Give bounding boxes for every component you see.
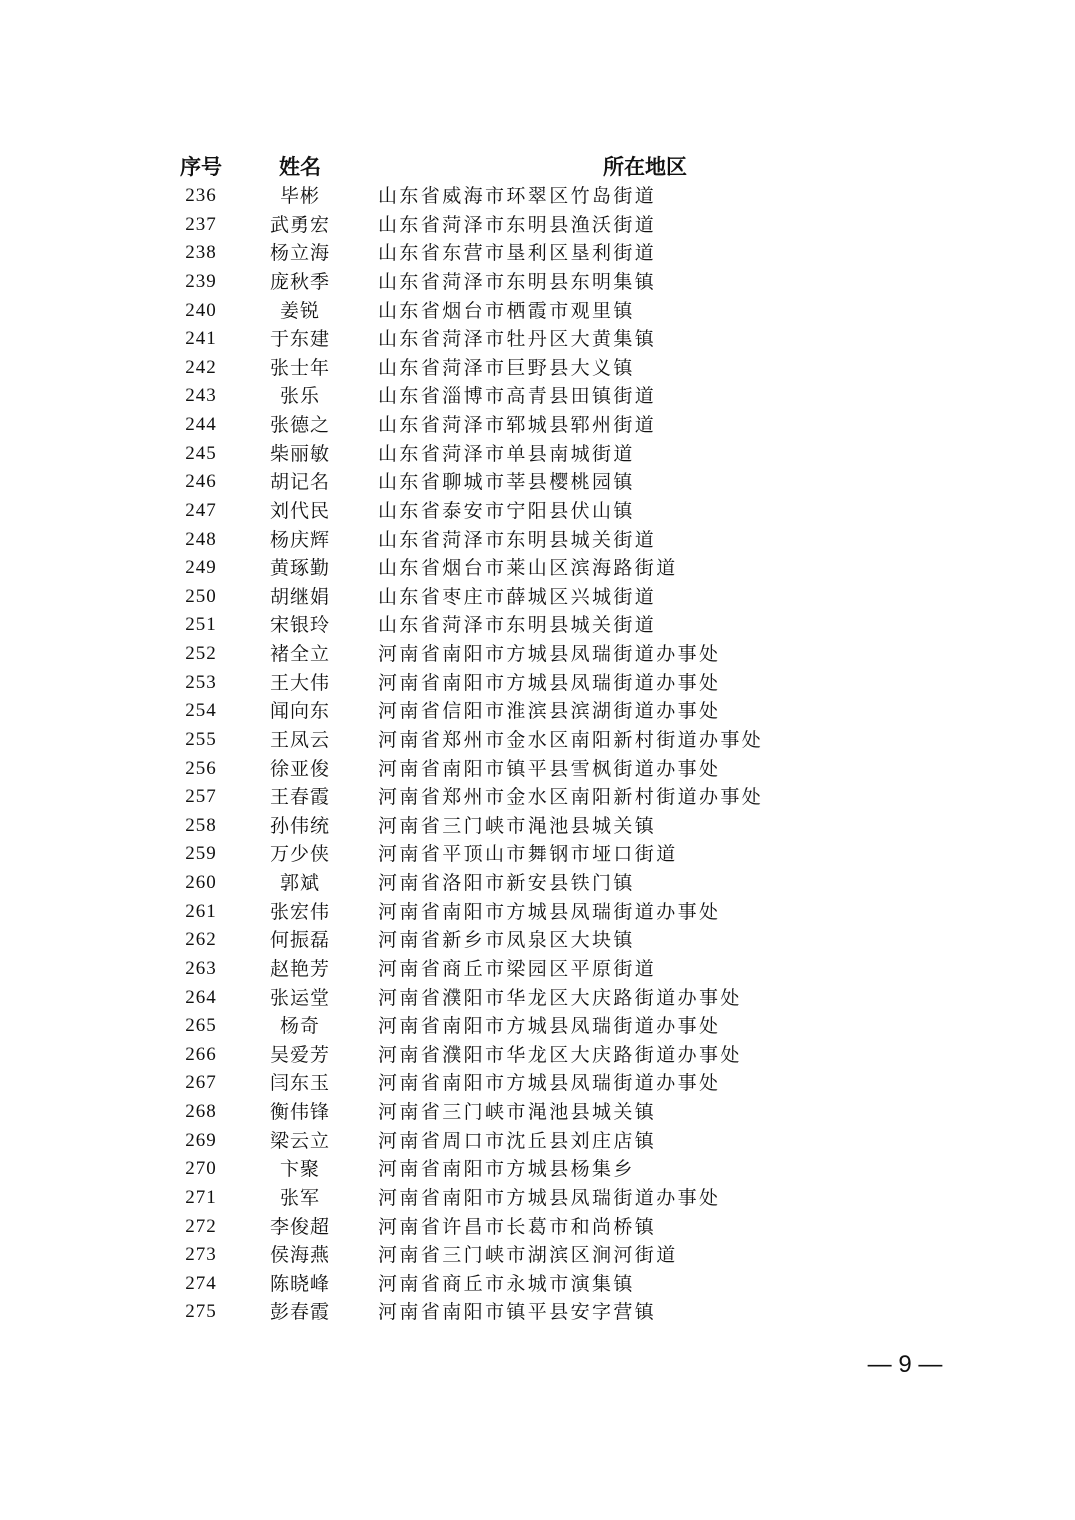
- row-serial-number: 244: [185, 414, 217, 435]
- row-name: 张士年: [269, 356, 330, 379]
- table-row: [0, 354, 1075, 383]
- row-region: 河南省南阳市方城县凤瑞街道办事处: [378, 643, 721, 665]
- row-region: 山东省菏泽市东明县城关街道: [378, 614, 657, 637]
- table-row: [0, 984, 1075, 1013]
- table-row: [0, 382, 1075, 411]
- row-name: 武勇宏: [269, 213, 330, 236]
- row-region: 河南省洛阳市新安县铁门镇: [378, 872, 635, 894]
- row-serial-number: 238: [185, 242, 217, 264]
- row-serial-number: 273: [185, 1244, 217, 1266]
- page-number: — 9 —: [867, 1351, 943, 1378]
- row-serial-number: 237: [185, 213, 217, 235]
- row-name: 胡记名: [269, 471, 330, 494]
- row-name: 孙伟统: [269, 814, 330, 837]
- table-row: [0, 726, 1075, 755]
- row-region: 山东省菏泽市牡丹区大黄集镇: [378, 328, 657, 351]
- row-region: 河南省三门峡市渑池县城关镇: [378, 814, 657, 837]
- table-row: [0, 268, 1075, 297]
- row-region: 河南省郑州市金水区南阳新村街道办事处: [378, 728, 764, 751]
- table-row: [0, 1069, 1075, 1098]
- row-name: 黄琢勤: [269, 557, 330, 580]
- row-name: 杨庆辉: [269, 528, 330, 551]
- row-serial-number: 242: [185, 356, 217, 378]
- row-serial-number: 236: [185, 185, 217, 206]
- row-region: 山东省威海市环翠区竹岛街道: [378, 185, 657, 207]
- row-serial-number: 241: [185, 328, 217, 350]
- row-name: 陈晓峰: [269, 1272, 330, 1295]
- row-region: 河南省南阳市方城县凤瑞街道办事处: [378, 1186, 721, 1209]
- row-name: 闫东玉: [269, 1072, 330, 1095]
- row-serial-number: 271: [185, 1186, 217, 1208]
- row-serial-number: 275: [185, 1301, 217, 1323]
- table-row: [0, 411, 1075, 440]
- table-body: [0, 182, 1075, 1327]
- row-name: 张运堂: [269, 986, 330, 1009]
- table-row: [0, 611, 1075, 640]
- table-row: [0, 1127, 1075, 1156]
- row-region: 山东省泰安市宁阳县伏山镇: [378, 499, 635, 522]
- table-row: [0, 526, 1075, 555]
- row-serial-number: 262: [185, 929, 217, 951]
- row-region: 河南省南阳市方城县凤瑞街道办事处: [378, 900, 721, 923]
- row-name: 衡伟锋: [269, 1101, 330, 1123]
- row-serial-number: 260: [185, 872, 217, 893]
- row-region: 山东省枣庄市薛城区兴城街道: [378, 585, 657, 608]
- row-region: 山东省菏泽市郓城县郓州街道: [378, 414, 657, 436]
- table-row: [0, 955, 1075, 984]
- row-name: 李俊超: [269, 1215, 330, 1238]
- row-region: 河南省许昌市长葛市和尚桥镇: [378, 1215, 657, 1238]
- row-region: 山东省烟台市栖霞市观里镇: [378, 299, 635, 322]
- row-region: 河南省商丘市永城市演集镇: [378, 1272, 635, 1295]
- row-region: 山东省菏泽市单县南城街道: [378, 442, 635, 465]
- row-serial-number: 266: [185, 1043, 217, 1065]
- header-serial-number: 序号: [180, 154, 222, 179]
- row-name: 柴丽敏: [269, 442, 330, 465]
- row-name: 杨立海: [269, 242, 330, 265]
- table-row: [0, 869, 1075, 898]
- header-region: 所在地区: [603, 154, 687, 179]
- table-row: [0, 554, 1075, 583]
- row-serial-number: 246: [185, 471, 217, 493]
- header-name: 姓名: [279, 154, 321, 179]
- row-name: 张德之: [269, 414, 330, 436]
- row-name: 闻向东: [269, 700, 330, 723]
- row-serial-number: 249: [185, 557, 217, 579]
- table-row: [0, 783, 1075, 812]
- row-serial-number: 256: [185, 757, 217, 779]
- row-region: 山东省菏泽市东明县渔沃街道: [378, 213, 657, 236]
- row-region: 河南省周口市沈丘县刘庄店镇: [378, 1129, 657, 1152]
- table-row: [0, 325, 1075, 354]
- row-region: 河南省濮阳市华龙区大庆路街道办事处: [378, 1043, 742, 1066]
- row-region: 山东省菏泽市东明县城关街道: [378, 528, 657, 551]
- row-region: 山东省聊城市莘县樱桃园镇: [378, 471, 635, 494]
- table-row: [0, 239, 1075, 268]
- row-serial-number: 247: [185, 499, 217, 521]
- table-row: [0, 640, 1075, 669]
- row-name: 郭斌: [279, 872, 320, 894]
- row-serial-number: 268: [185, 1101, 217, 1122]
- row-region: 河南省南阳市方城县凤瑞街道办事处: [378, 1072, 721, 1095]
- table-row: [0, 1298, 1075, 1327]
- row-name: 张宏伟: [269, 900, 330, 923]
- table-row: [0, 497, 1075, 526]
- row-region: 河南省信阳市淮滨县滨湖街道办事处: [378, 700, 721, 723]
- row-region: 河南省濮阳市华龙区大庆路街道办事处: [378, 986, 742, 1009]
- table-row: [0, 468, 1075, 497]
- table-row: [0, 812, 1075, 841]
- table-row: [0, 755, 1075, 784]
- row-region: 山东省淄博市高青县田镇街道: [378, 385, 657, 408]
- row-name: 彭春霞: [269, 1301, 330, 1324]
- row-name: 于东建: [269, 328, 330, 351]
- row-name: 姜锐: [279, 299, 320, 322]
- row-region: 河南省南阳市方城县凤瑞街道办事处: [378, 1015, 721, 1038]
- row-serial-number: 265: [185, 1015, 217, 1037]
- row-name: 万少侠: [269, 843, 330, 866]
- table-row: [0, 583, 1075, 612]
- table-row: [0, 840, 1075, 869]
- row-name: 徐亚俊: [269, 757, 330, 780]
- table-row: [0, 1213, 1075, 1242]
- table-row: [0, 697, 1075, 726]
- row-serial-number: 254: [185, 700, 217, 722]
- row-region: 河南省郑州市金水区南阳新村街道办事处: [378, 786, 764, 809]
- row-region: 河南省三门峡市湖滨区涧河街道: [378, 1244, 678, 1267]
- table-row: [0, 898, 1075, 927]
- table-header: [0, 152, 1075, 182]
- table-row: [0, 1184, 1075, 1213]
- table-row: [0, 1098, 1075, 1127]
- row-serial-number: 269: [185, 1129, 217, 1151]
- row-serial-number: 245: [185, 442, 217, 464]
- row-name: 杨奇: [279, 1015, 320, 1038]
- row-serial-number: 259: [185, 843, 217, 865]
- row-serial-number: 250: [185, 585, 217, 607]
- row-name: 褚全立: [269, 643, 330, 665]
- row-region: 河南省三门峡市渑池县城关镇: [378, 1101, 657, 1123]
- row-serial-number: 255: [185, 728, 217, 750]
- row-name: 庞秋季: [269, 270, 330, 293]
- table-row: [0, 440, 1075, 469]
- table-row: [0, 1155, 1075, 1184]
- row-name: 何振磊: [269, 929, 330, 952]
- table-row: [0, 211, 1075, 240]
- row-name: 梁云立: [269, 1129, 330, 1152]
- row-region: 河南省南阳市方城县凤瑞街道办事处: [378, 671, 721, 694]
- row-name: 张乐: [279, 385, 320, 408]
- row-serial-number: 251: [185, 614, 217, 636]
- row-name: 张军: [279, 1186, 320, 1209]
- row-serial-number: 258: [185, 814, 217, 836]
- row-name: 毕彬: [279, 185, 320, 207]
- row-name: 宋银玲: [269, 614, 330, 637]
- table-row: [0, 926, 1075, 955]
- row-name: 王凤云: [269, 728, 330, 751]
- row-name: 王大伟: [269, 671, 330, 694]
- row-region: 河南省商丘市梁园区平原街道: [378, 957, 657, 980]
- row-region: 河南省新乡市凤泉区大块镇: [378, 929, 635, 952]
- row-serial-number: 261: [185, 900, 217, 922]
- row-serial-number: 240: [185, 299, 217, 321]
- table-row: [0, 1270, 1075, 1299]
- table-row: [0, 1012, 1075, 1041]
- row-name: 赵艳芳: [269, 957, 330, 980]
- row-region: 河南省南阳市镇平县安字营镇: [378, 1301, 657, 1324]
- row-serial-number: 264: [185, 986, 217, 1008]
- row-serial-number: 248: [185, 528, 217, 550]
- row-region: 河南省南阳市镇平县雪枫街道办事处: [378, 757, 721, 780]
- row-serial-number: 272: [185, 1215, 217, 1237]
- row-serial-number: 267: [185, 1072, 217, 1094]
- row-name: 侯海燕: [269, 1244, 330, 1267]
- row-region: 山东省菏泽市巨野县大义镇: [378, 356, 635, 379]
- row-serial-number: 252: [185, 643, 217, 664]
- table-row: [0, 669, 1075, 698]
- row-serial-number: 257: [185, 786, 217, 808]
- row-serial-number: 270: [185, 1158, 217, 1180]
- row-serial-number: 263: [185, 957, 217, 979]
- row-name: 刘代民: [269, 499, 330, 522]
- row-serial-number: 253: [185, 671, 217, 693]
- row-region: 河南省平顶山市舞钢市垭口街道: [378, 843, 678, 866]
- row-serial-number: 239: [185, 270, 217, 292]
- row-region: 山东省菏泽市东明县东明集镇: [378, 270, 657, 293]
- row-name: 王春霞: [269, 786, 330, 809]
- row-region: 山东省东营市垦利区垦利街道: [378, 242, 657, 265]
- row-serial-number: 243: [185, 385, 217, 407]
- row-name: 吴爱芳: [269, 1043, 330, 1066]
- table-row: [0, 1041, 1075, 1070]
- table-row: [0, 1241, 1075, 1270]
- row-region: 河南省南阳市方城县杨集乡: [378, 1158, 635, 1181]
- row-name: 胡继娟: [269, 585, 330, 608]
- table-row: [0, 297, 1075, 326]
- table-row: [0, 182, 1075, 211]
- row-name: 卞聚: [279, 1158, 320, 1181]
- row-region: 山东省烟台市莱山区滨海路街道: [378, 557, 678, 580]
- row-serial-number: 274: [185, 1272, 217, 1294]
